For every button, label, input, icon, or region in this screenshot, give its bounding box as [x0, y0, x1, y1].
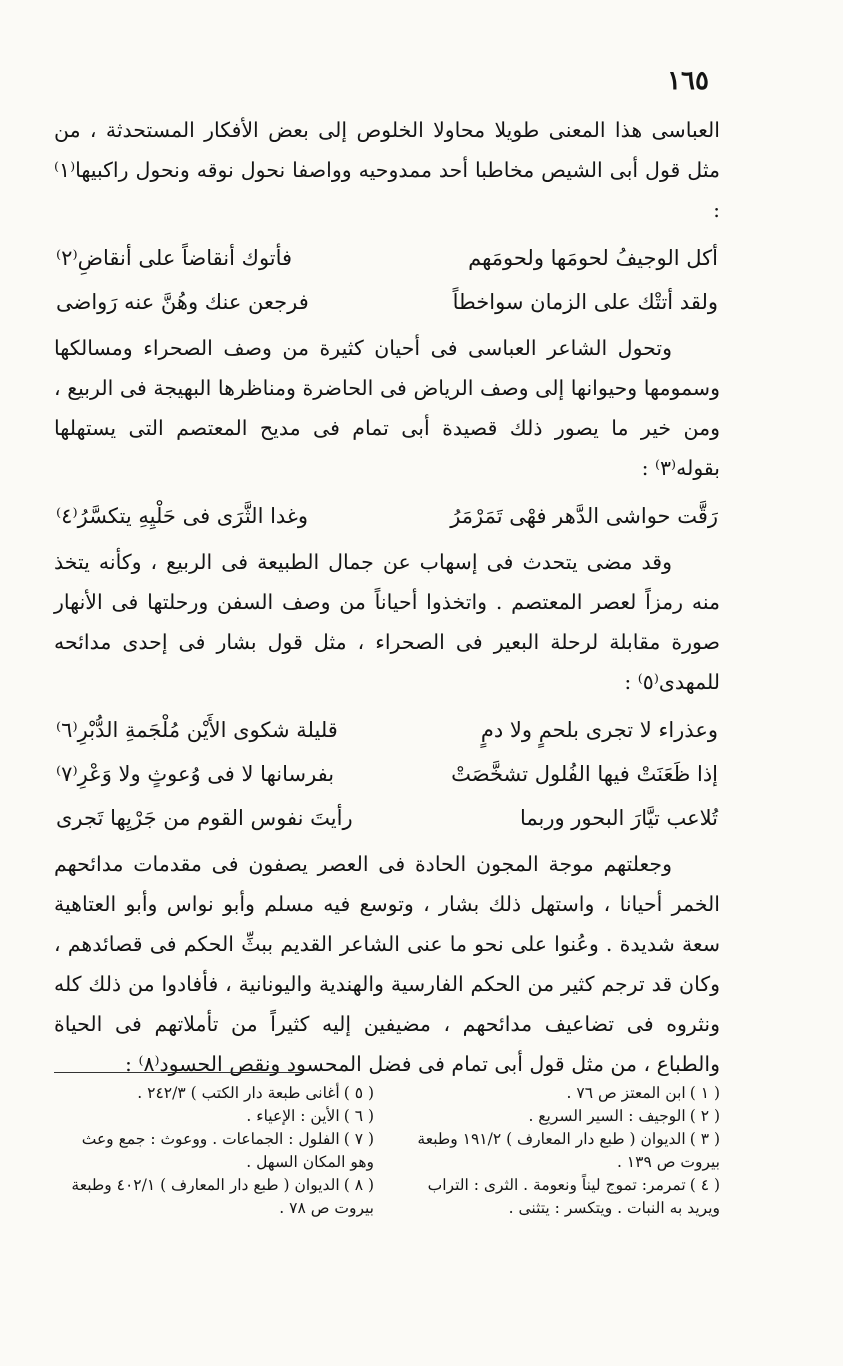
footnote-number: ( ١ ) — [689, 1084, 720, 1102]
verse-second-hemistich: وغدا الثَّرَى فى حَلْيِهِ يتكسَّرُ⁽٤⁾ — [56, 504, 309, 528]
verse-second-hemistich: بفرسانها لا فى وُعوثٍ ولا وَعْرِ⁽٧⁾ — [56, 762, 335, 786]
verse-first-hemistich: أكل الوجيفُ لحومَها ولحومَهم — [468, 246, 718, 270]
footnote-text: أغانى طبعة دار الكتب ) ٢٤٢/٣ . — [137, 1084, 340, 1102]
footnote — [54, 1082, 374, 1105]
footnote — [400, 1105, 720, 1128]
verse-line — [54, 280, 720, 324]
footnotes — [54, 1082, 720, 1220]
footnote — [400, 1082, 720, 1105]
verse-second-hemistich: رأيتَ نفوس القوم من جَرْيِها تَجرى — [56, 806, 353, 830]
verse-first-hemistich: إذا ظَعَنَتْ فيها الفُلول تشخَّصَتْ — [451, 762, 718, 786]
verse-line — [54, 796, 720, 840]
main-text — [54, 110, 720, 1084]
verse-block-2 — [54, 494, 720, 538]
verse-line — [54, 236, 720, 280]
footnote-text: الفلول : الجماعات . ووعوث : جمع وعث وهو المكان السهل . — [81, 1130, 374, 1171]
footnote-text: الوجيف : السير السريع . — [528, 1107, 686, 1125]
footnote-text: الديوان ( طبع دار المعارف ) ١٩١/٢ وطبعة بيروت ص ١٣٩ . — [417, 1130, 720, 1171]
verse-first-hemistich: ولقد أتتْك على الزمان سواخطاً — [452, 290, 718, 314]
footnote-number: ( ٦ ) — [343, 1107, 374, 1125]
verse-second-hemistich: قليلة شكوى الأَيْن مُلْجَمةِ الدُّبْرِ⁽٦⁾ — [56, 718, 338, 742]
footnote-text: الديوان ( طبع دار المعارف ) ٤٠٢/١ وطبعة بيروت ص ٧٨ . — [71, 1176, 374, 1217]
footnote — [54, 1128, 374, 1174]
verse-first-hemistich: تُلاعب تيَّارَ البحور وربما — [519, 806, 718, 830]
verse-first-hemistich: رَقَّت حواشى الدَّهر فهْى تَمَرْمَرُ — [450, 504, 718, 528]
verse-block-1 — [54, 236, 720, 324]
footnote-text: ابن المعتز ص ٧٦ . — [566, 1084, 686, 1102]
verse-block-3 — [54, 708, 720, 840]
footnote-number: ( ٨ ) — [343, 1176, 374, 1194]
footnotes-divider — [54, 1072, 302, 1073]
paragraph-1: العباسى هذا المعنى طويلا محاولا الخلوص إلى بعض الأفكار المستحدثة ، من مثل قول أبى الشيص مخاطبا أحد ممدوحيه وواصفا نحول نوقه ونحول راكبيها⁽١⁾ : — [54, 118, 720, 222]
footnote-number: ( ٧ ) — [343, 1130, 374, 1148]
paragraph-3: وقد مضى يتحدث فى إسهاب عن جمال الطبيعة فى الربيع ، وكأنه يتخذ منه رمزاً لعصر المعتصم . واتخذوا أحياناً من وصف السفن ورحلتها فى الأنهار صورة مقابلة لرحلة البعير فى الصحراء ، مثل قول بشار فى إحدى مدائحه للمهدى⁽٥⁾ : — [54, 550, 720, 694]
verse-line — [54, 494, 720, 538]
footnote-number: ( ٥ ) — [343, 1084, 374, 1102]
paragraph-4: وجعلتهم موجة المجون الحادة فى العصر يصفون فى مقدمات مدائحهم الخمر أحيانا ، واستهل ذلك بشار ، وتوسع فيه مسلم وأبو نواس وأبو العتاهية سعة شديدة . وعُنوا على نحو ما عنى الشاعر القديم ببثِّ الحكم فى قصائدهم ، وكان قد ترجم كثير من الحكم الفارسية والهندية واليونانية ، فأفادوا من ذلك كله ونثروه فى تضاعيف مدائحهم ، مضيفين إليه كثيراً من تأملاتهم فى الحياة والطباع ، من مثل قول أبى تمام فى فضل المحسود ونقص الحسود⁽٨⁾ : — [54, 852, 720, 1076]
footnotes-column-right — [400, 1082, 720, 1220]
page-number: ١٦٥ — [667, 66, 709, 96]
footnote — [400, 1174, 720, 1220]
verse-second-hemistich: فرجعن عنك وهُنَّ عنه رَواضى — [56, 290, 309, 314]
footnote-text: تمرمر: تموج ليناً ونعومة . الثرى : التراب ويريد به النبات . ويتكسر : يتثنى . — [427, 1176, 720, 1217]
footnotes-column-left — [54, 1082, 374, 1220]
footnote-number: ( ٢ ) — [689, 1107, 720, 1125]
footnote-number: ( ٤ ) — [689, 1176, 720, 1194]
footnote-number: ( ٣ ) — [689, 1130, 720, 1148]
footnote — [400, 1128, 720, 1174]
verse-line — [54, 752, 720, 796]
verse-first-hemistich: وعذراء لا تجرى بلحمٍ ولا دمٍ — [480, 718, 718, 742]
footnote-text: الأين : الإعياء . — [246, 1107, 340, 1125]
verse-line — [54, 708, 720, 752]
verse-second-hemistich: فأتوك أنقاضاً على أنقاضِ⁽٢⁾ — [56, 246, 293, 270]
footnote — [54, 1174, 374, 1220]
paragraph-2: وتحول الشاعر العباسى فى أحيان كثيرة من وصف الصحراء ومسالكها وسمومها وحيوانها إلى وصف الرياض فى الحاضرة ومناظرها البهيجة فى الربيع ، ومن خير ما يصور ذلك قصيدة أبى تمام فى مديح المعتصم التى يستهلها بقوله⁽٣⁾ : — [54, 336, 720, 480]
footnote — [54, 1105, 374, 1128]
